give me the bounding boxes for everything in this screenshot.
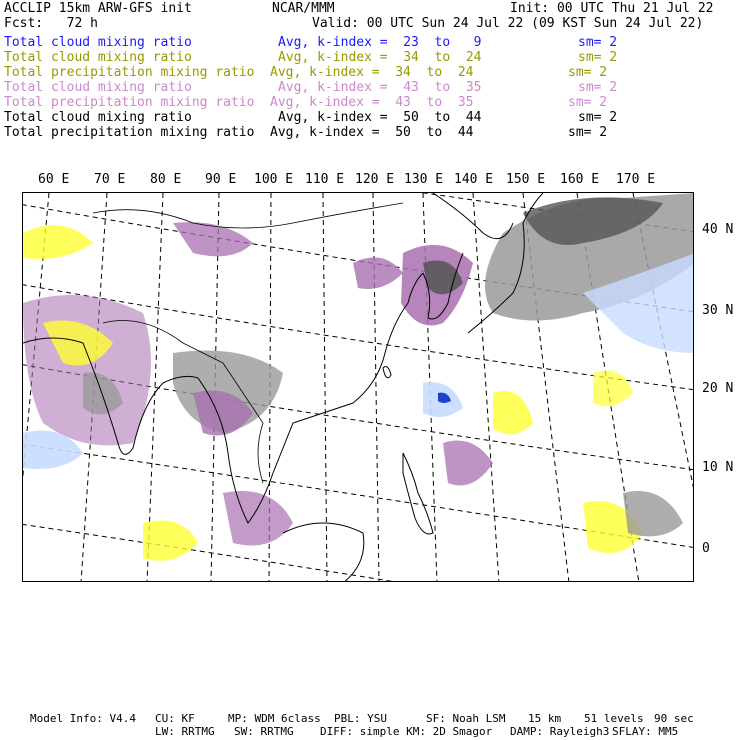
lon-label: 170 E	[616, 172, 656, 187]
lon-label: 150 E	[506, 172, 546, 187]
legend-sm: sm= 2	[568, 125, 608, 140]
footer-sw: SW: RRTMG	[234, 725, 294, 738]
legend-field: Total cloud mixing ratio	[4, 50, 192, 65]
legend-field: Total cloud mixing ratio	[4, 35, 192, 50]
lon-label: 120 E	[355, 172, 395, 187]
init-time: Init: 00 UTC Thu 21 Jul 22	[510, 1, 714, 16]
lat-label: 40 N	[702, 222, 734, 237]
valid-time: Valid: 00 UTC Sun 24 Jul 22 (09 KST Sun 24 Jul 22)	[312, 16, 704, 31]
footer-damp: DAMP: Rayleigh3	[510, 725, 610, 738]
footer-model-info: Model Info: V4.4	[30, 712, 136, 725]
footer-cu: CU: KF	[155, 712, 195, 725]
cloud-mass	[593, 371, 633, 407]
cloud-mass	[223, 491, 293, 546]
coastline	[383, 367, 391, 378]
cloud-mass	[353, 257, 403, 289]
lon-label: 90 E	[205, 172, 237, 187]
legend-sm: sm= 2	[578, 35, 618, 50]
footer-diff: DIFF: simple KM: 2D Smagor	[320, 725, 493, 738]
forecast-hour: Fcst: 72 h	[4, 16, 98, 31]
legend-avg: Avg, k-index = 34 to 24	[278, 50, 482, 65]
cloud-field	[23, 193, 694, 561]
footer-mp: MP: WDM 6class	[228, 712, 321, 725]
cloud-mass	[443, 441, 493, 486]
coastline	[403, 453, 433, 534]
cloud-mass	[23, 295, 151, 446]
model-title: ACCLIP 15km ARW-GFS init	[4, 1, 192, 16]
coastline	[433, 193, 513, 239]
footer-sf: SF: Noah LSM	[426, 712, 506, 725]
legend-sm: sm= 2	[578, 50, 618, 65]
legend-field: Total cloud mixing ratio	[4, 110, 192, 125]
coastline	[283, 523, 364, 582]
lon-label: 100 E	[254, 172, 294, 187]
legend-sm: sm= 2	[568, 65, 608, 80]
footer-levels: 51 levels	[584, 712, 644, 725]
lon-label: 160 E	[560, 172, 600, 187]
map-canvas	[23, 193, 694, 582]
lat-label: 20 N	[702, 381, 734, 396]
legend-avg: Avg, k-index = 50 to 44	[270, 125, 474, 140]
legend-sm: sm= 2	[578, 110, 618, 125]
legend-field: Total cloud mixing ratio	[4, 80, 192, 95]
cloud-mass	[143, 521, 198, 561]
footer-timestep: 90 sec	[654, 712, 694, 725]
meridian-line	[373, 193, 379, 582]
footer-sflay: SFLAY: MM5	[612, 725, 679, 738]
lon-label: 60 E	[38, 172, 70, 187]
legend-field: Total precipitation mixing ratio	[4, 125, 255, 140]
lat-label: 30 N	[702, 303, 734, 318]
legend-avg: Avg, k-index = 23 to 9	[278, 35, 482, 50]
lon-label: 70 E	[94, 172, 126, 187]
cloud-mass	[173, 222, 253, 256]
legend-avg: Avg, k-index = 50 to 44	[278, 110, 482, 125]
legend-field: Total precipitation mixing ratio	[4, 65, 255, 80]
cloud-mass	[23, 225, 93, 259]
center-label: NCAR/MMM	[272, 1, 335, 16]
footer-pbl: PBL: YSU	[334, 712, 387, 725]
lon-label: 80 E	[150, 172, 182, 187]
legend-avg: Avg, k-index = 34 to 24	[270, 65, 474, 80]
lon-label: 130 E	[404, 172, 444, 187]
legend-sm: sm= 2	[578, 80, 618, 95]
footer-lw: LW: RRTMG	[155, 725, 215, 738]
cloud-mass	[493, 391, 533, 434]
lat-label: 10 N	[702, 460, 734, 475]
legend-avg: Avg, k-index = 43 to 35	[278, 80, 482, 95]
legend-sm: sm= 2	[568, 95, 608, 110]
legend-field: Total precipitation mixing ratio	[4, 95, 255, 110]
footer-resolution: 15 km	[528, 712, 562, 725]
lat-label: 0	[702, 541, 710, 556]
lon-label: 110 E	[305, 172, 345, 187]
cloud-mass	[623, 491, 683, 536]
lon-label: 140 E	[454, 172, 494, 187]
legend-avg: Avg, k-index = 43 to 35	[270, 95, 474, 110]
border	[93, 203, 403, 228]
meridian-line	[323, 193, 327, 582]
map-panel	[22, 192, 694, 582]
